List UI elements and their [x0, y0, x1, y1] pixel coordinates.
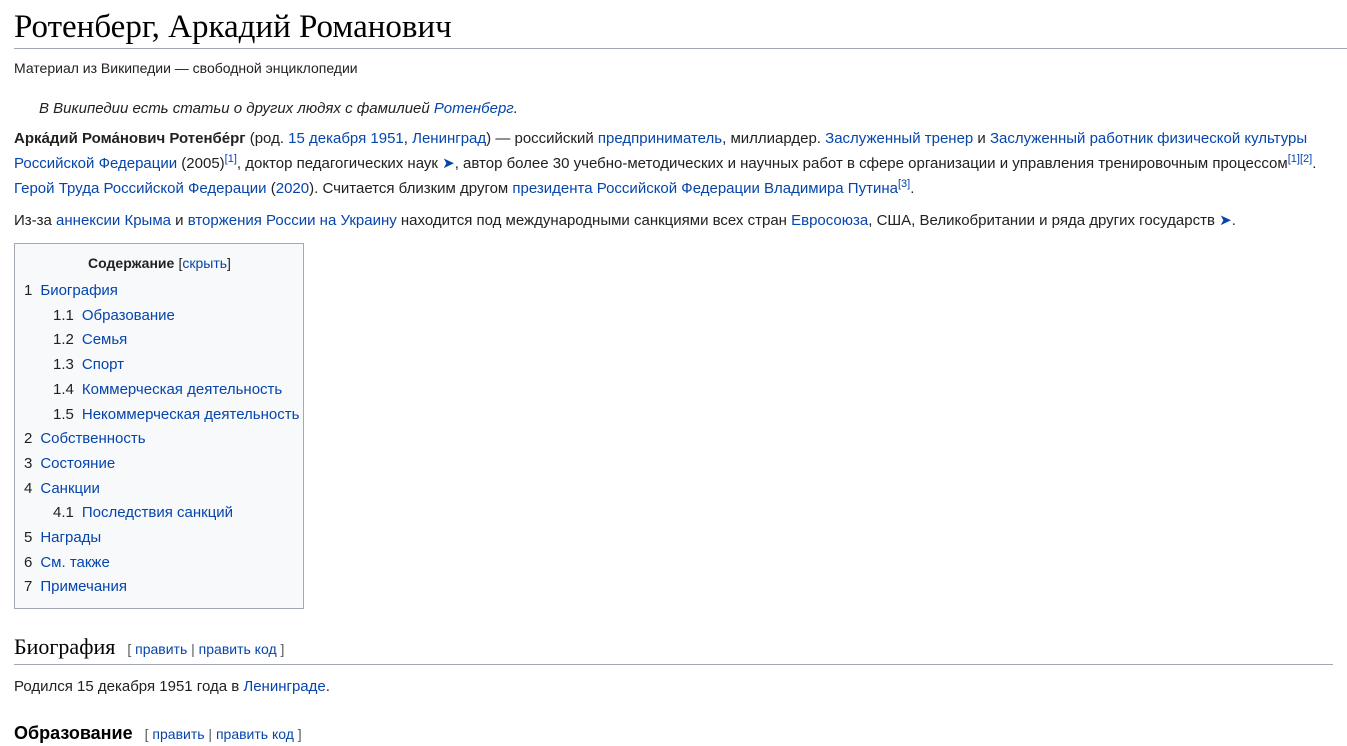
toc-item-wealth[interactable]: 3 Состояние: [24, 454, 116, 472]
toc-item-commercial[interactable]: 1.4 Коммерческая деятельность: [53, 380, 283, 398]
link-hero-of-labour[interactable]: Герой Труда Российской Федерации: [14, 180, 267, 197]
sanctions-paragraph: Из-за аннексии Крыма и вторжения России на Украину находится под международными санкциями всех стран Евросоюза, США, Великобритании и ряда других государств ➤.: [14, 212, 1236, 229]
link-leningrad[interactable]: Ленинграде: [243, 678, 326, 695]
toc-item-education[interactable]: 1.1 Образование: [53, 306, 175, 324]
biography-paragraph: Родился 15 декабря 1951 года в Ленинграде.: [14, 678, 330, 695]
section-edit-links: [ править | править код ]: [127, 641, 285, 657]
link-occupation[interactable]: предприниматель: [597, 130, 723, 147]
link-birth-date[interactable]: 15 декабря 1951: [288, 130, 404, 147]
toc-item-see-also[interactable]: 6 См. также: [24, 553, 110, 571]
reference-1-2[interactable]: [1][2]: [1287, 153, 1313, 165]
edit-button[interactable]: править: [135, 641, 188, 657]
page-title: Ротенберг, Аркадий Романович: [14, 0, 1347, 49]
link-president[interactable]: президента Российской Федерации Владимира Путина: [512, 180, 898, 197]
table-of-contents: [14, 243, 304, 609]
toc-list: [24, 279, 300, 600]
section-heading-education: Образование [ править | править код ]: [14, 723, 302, 743]
link-birth-place[interactable]: Ленинград: [412, 130, 487, 147]
link-european-union[interactable]: Евросоюза: [791, 212, 869, 229]
toc-toggle: [скрыть]: [178, 255, 231, 271]
toc-item-property[interactable]: 2 Собственность: [24, 430, 146, 448]
link-invasion-ukraine[interactable]: вторжения России на Украину: [187, 212, 397, 229]
lead-paragraph: Арка́дий Рома́нович Ротенбе́рг (род. 15 декабря 1951, Ленинград) — российский предприниматель, миллиардер. Заслуженный тренер и Заслуженный работник физической культуры Российской Федерации (2005)[1], доктор педагогических наук ➤, автор более 30 учебно-методических и научных работ в сфере организации и управления тренировочным процессом[1][2]. Герой Труда Российской Федерации (2020). Считается близким другом президента Российской Федерации Владимира Путина[3].: [14, 130, 1317, 197]
section-edit-links: [ править | править код ]: [144, 726, 302, 742]
hatnote: В Википедии есть статьи о других людях с фамилией Ротенберг.: [39, 100, 518, 117]
toc-header: [24, 252, 295, 275]
article-content: [14, 0, 1334, 746]
toc-item-noncommercial[interactable]: 1.5 Некоммерческая деятельность: [53, 405, 300, 423]
subject-name: Арка́дий Рома́нович Ротенбе́рг: [14, 130, 246, 147]
toc-item-family[interactable]: 1.2 Семья: [53, 331, 128, 349]
wikidata-arrow-icon[interactable]: ➤: [1219, 212, 1232, 229]
edit-button[interactable]: править: [152, 726, 205, 742]
toc-title: Содержание: [88, 255, 175, 271]
section-heading-biography: Биография [ править | править код ]: [14, 632, 1333, 665]
toc-item-sanction-consequences[interactable]: 4.1 Последствия санкций: [53, 504, 234, 522]
link-honored-coach[interactable]: Заслуженный тренер: [825, 130, 974, 147]
toc-item-notes[interactable]: 7 Примечания: [24, 578, 127, 596]
link-crimea-annexation[interactable]: аннексии Крыма: [56, 212, 171, 229]
toc-item-awards[interactable]: 5 Награды: [24, 529, 102, 547]
site-subtitle: Материал из Википедии — свободной энциклопедии: [14, 60, 358, 76]
toc-item-sanctions[interactable]: 4 Санкции: [24, 479, 100, 497]
edit-source-button[interactable]: править код: [198, 641, 277, 657]
toc-hide-button[interactable]: скрыть: [182, 255, 228, 271]
reference-3[interactable]: [3]: [897, 178, 911, 190]
hatnote-link-rotenberg[interactable]: Ротенберг: [433, 100, 514, 117]
edit-source-button[interactable]: править код: [215, 726, 294, 742]
link-honored-worker[interactable]: Заслуженный работник физической культуры Российской Федерации: [14, 130, 1308, 172]
wikidata-arrow-icon[interactable]: ➤: [442, 155, 455, 172]
reference-1[interactable]: [1]: [224, 153, 237, 165]
toc-item-sport[interactable]: 1.3 Спорт: [53, 356, 125, 374]
link-year-2020[interactable]: 2020: [275, 180, 310, 197]
toc-item-biography[interactable]: 1 Биография: [24, 282, 118, 299]
